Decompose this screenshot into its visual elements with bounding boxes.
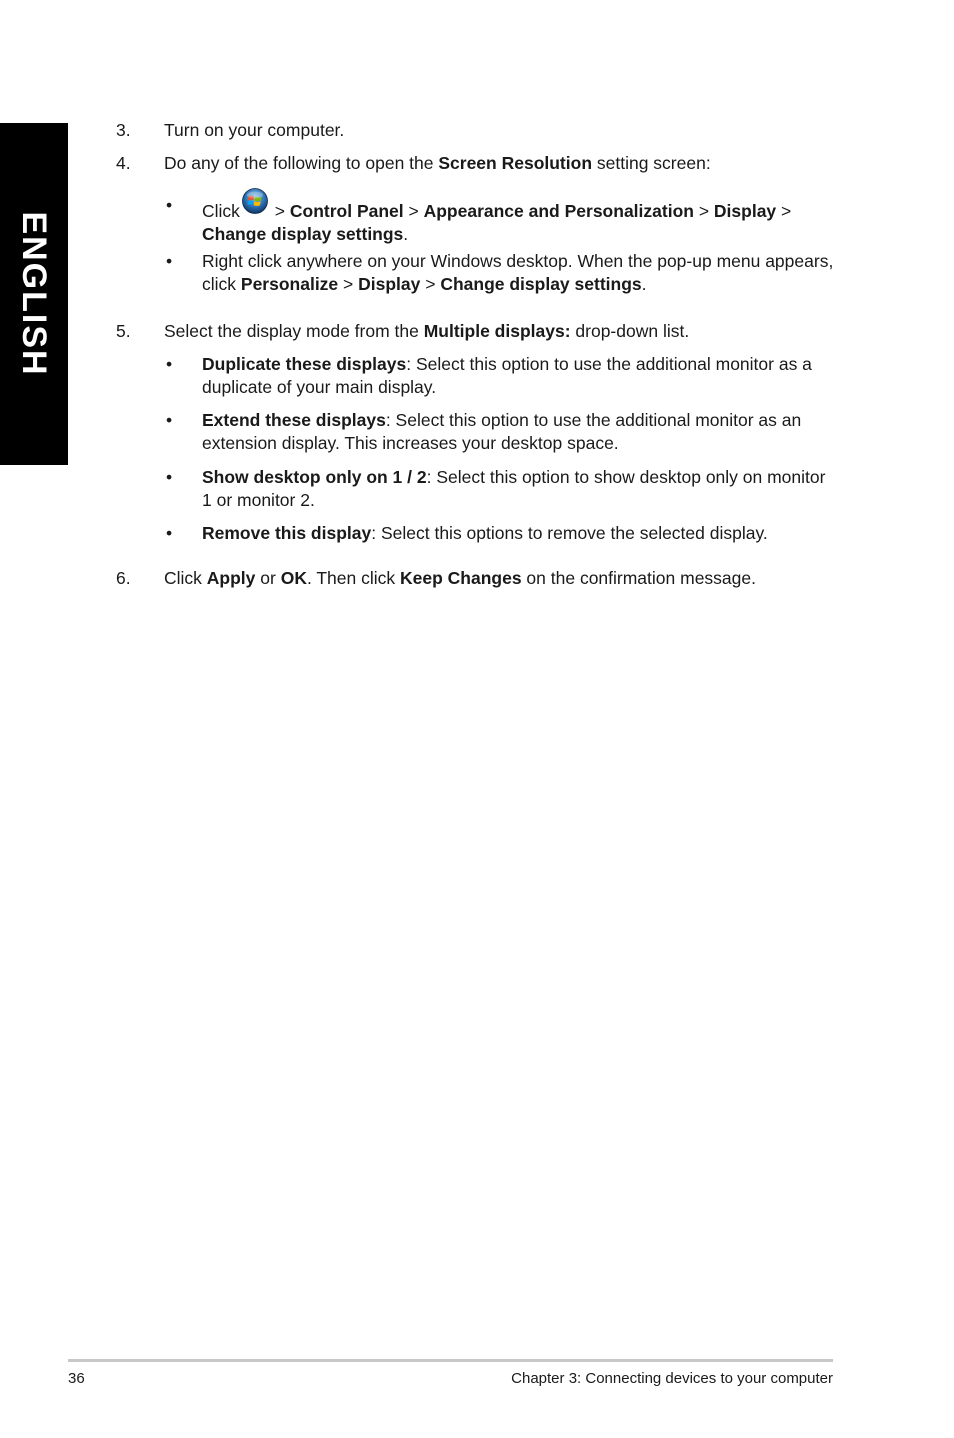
- keep-changes-label: Keep Changes: [400, 568, 522, 588]
- path-display: Display: [713, 201, 777, 221]
- option-description: : Select this option to use the additional monitor as an extension display. This increases your desktop space.: [202, 410, 802, 453]
- language-tab: [0, 123, 68, 465]
- path-separator: >: [269, 201, 290, 221]
- step-text-part: . Then click: [306, 568, 400, 588]
- sentence-end: .: [641, 274, 647, 294]
- apply-label: Apply: [206, 568, 256, 588]
- step-text: [164, 152, 834, 175]
- path-personalize: Personalize: [240, 274, 339, 294]
- step-number: 3.: [116, 120, 131, 140]
- path-separator: >: [420, 274, 441, 294]
- bullet-text: [202, 466, 834, 512]
- chapter-title: Chapter 3: Connecting devices to your computer: [511, 1370, 833, 1387]
- step-text: [164, 320, 834, 343]
- step-text-part: or: [255, 568, 281, 588]
- step-text: Turn on your computer.: [164, 120, 345, 140]
- step-text-part: on the confirmation message.: [521, 568, 756, 588]
- path-appearance-personalization: Appearance and Personalization: [423, 201, 694, 221]
- bullet-mark: •: [166, 410, 173, 430]
- option-description: : Select this option to show desktop only on monitor 1 or monitor 2.: [202, 467, 826, 510]
- option-name: Remove this display: [202, 523, 372, 543]
- path-separator: >: [693, 201, 714, 221]
- click-word: Click: [202, 201, 240, 221]
- bullet-mark: •: [166, 195, 173, 215]
- step-number: 4.: [116, 153, 131, 173]
- step-text-part: setting screen:: [592, 153, 711, 173]
- option-description: : Select this option to use the additional monitor as a duplicate of your main display.: [202, 354, 812, 397]
- bullet-text: [202, 409, 834, 455]
- path-change-display-settings: Change display settings: [440, 274, 642, 294]
- path-separator: >: [403, 201, 424, 221]
- bullet-mark: •: [166, 523, 173, 543]
- option-name: Show desktop only on 1 / 2: [202, 467, 427, 487]
- multiple-displays-label: Multiple displays:: [423, 321, 571, 341]
- ok-label: OK: [280, 568, 307, 588]
- step-text-part: Do any of the following to open the: [164, 153, 439, 173]
- option-description: : Select this options to remove the selected display.: [371, 523, 768, 543]
- step-number: 6.: [116, 568, 131, 588]
- bullet-mark: •: [166, 251, 173, 271]
- step-text: [164, 567, 834, 590]
- bullet-text-part: Right click anywhere on your Windows desktop. When the pop-up menu appears, click: [202, 251, 834, 294]
- bullet-text: [202, 522, 834, 545]
- bullet-mark: •: [166, 354, 173, 374]
- step-text-part: drop-down list.: [570, 321, 690, 341]
- option-name: Extend these displays: [202, 410, 386, 430]
- footer-divider: [68, 1359, 833, 1362]
- bullet-mark: •: [166, 467, 173, 487]
- path-separator: >: [776, 201, 792, 221]
- bullet-text: [202, 194, 834, 246]
- path-display: Display: [358, 274, 421, 294]
- bullet-text: [202, 250, 834, 296]
- language-tab-label: ENGLISH: [15, 211, 53, 377]
- bullet-text: [202, 353, 834, 399]
- step-text-part: Click: [164, 568, 207, 588]
- page-number: 36: [68, 1370, 85, 1387]
- path-control-panel: Control Panel: [289, 201, 404, 221]
- windows-start-orb-icon: [242, 188, 268, 214]
- path-change-display-settings: Change display settings: [202, 224, 404, 244]
- screen-resolution-label: Screen Resolution: [438, 153, 593, 173]
- path-separator: >: [338, 274, 359, 294]
- option-name: Duplicate these displays: [202, 354, 407, 374]
- step-text-part: Select the display mode from the: [164, 321, 424, 341]
- step-number: 5.: [116, 321, 131, 341]
- sentence-end: .: [403, 224, 409, 244]
